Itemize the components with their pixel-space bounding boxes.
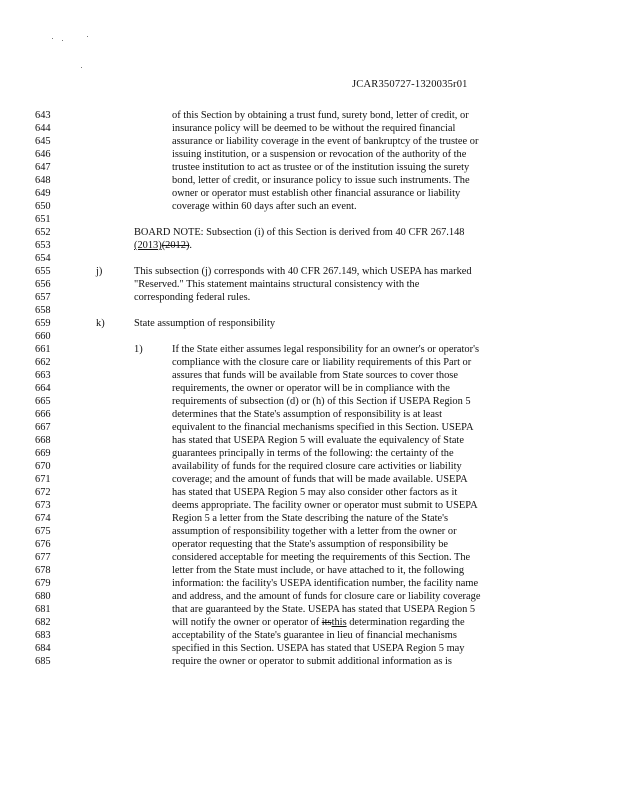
- line-number: 657: [35, 292, 51, 303]
- line-text: Region 5 a letter from the State describing the nature of the State's: [172, 513, 448, 524]
- line-number: 663: [35, 370, 51, 381]
- line-text: compliance with the closure care or liability requirements of this Part or: [172, 357, 472, 368]
- text-line: [0, 343, 618, 356]
- line-number: 650: [35, 201, 51, 212]
- line-number: 660: [35, 331, 51, 342]
- line-number: 680: [35, 591, 51, 602]
- line-text: equivalent to the financial mechanisms specified in this Section. USEPA: [172, 422, 474, 433]
- line-number: 661: [35, 344, 51, 355]
- line-number: 670: [35, 461, 51, 472]
- subsection-label: j): [96, 266, 103, 277]
- scan-mark: [87, 36, 88, 37]
- inserted-text: (2013): [134, 240, 162, 251]
- line-text: that are guaranteed by the State. USEPA has stated that USEPA Region 5: [172, 604, 476, 615]
- deleted-text: (2012): [161, 240, 190, 251]
- line-text: This subsection (j) corresponds with 40 CFR 267.149, which USEPA has marked: [134, 266, 472, 277]
- line-number: 668: [35, 435, 51, 446]
- line-text: issuing institution, or a suspension or revocation of the authority of the: [172, 149, 467, 160]
- text-line: [0, 551, 618, 564]
- line-text: requirements, the owner or operator will be in compliance with the: [172, 383, 450, 394]
- text-line: [0, 252, 618, 265]
- line-text: assures that funds will be available from State sources to cover those: [172, 370, 458, 381]
- line-text: coverage within 60 days after such an event.: [172, 201, 357, 212]
- line-number: 679: [35, 578, 51, 589]
- line-text: coverage; and the amount of funds that will be made available. USEPA: [172, 474, 468, 485]
- line-number: 643: [35, 110, 51, 121]
- text-line: [0, 629, 618, 642]
- text-line: [0, 122, 618, 135]
- line-number: 685: [35, 656, 51, 667]
- line-number: 672: [35, 487, 51, 498]
- line-number: 653: [35, 240, 51, 251]
- line-text: bond, letter of credit, or insurance policy to issue such instruments. The: [172, 175, 470, 186]
- line-number: 655: [35, 266, 51, 277]
- text-line: [0, 486, 618, 499]
- text-line: [0, 356, 618, 369]
- line-number: 652: [35, 227, 51, 238]
- text-line: [0, 369, 618, 382]
- text-line: [0, 200, 618, 213]
- text-line: [0, 408, 618, 421]
- line-text: availability of funds for the required closure care activities or liability: [172, 461, 462, 472]
- line-text: of this Section by obtaining a trust fund, surety bond, letter of credit, or: [172, 110, 469, 121]
- line-text: assurance or liability coverage in the event of bankruptcy of the trustee or: [172, 136, 479, 147]
- line-text: insurance policy will be deemed to be without the required financial: [172, 123, 456, 134]
- text-line: [0, 564, 618, 577]
- line-text: determines that the State's assumption of responsibility is at least: [172, 409, 442, 420]
- line-text: and address, and the amount of funds for closure care or liability coverage: [172, 591, 481, 602]
- line-text: specified in this Section. USEPA has stated that USEPA Region 5 may: [172, 643, 465, 654]
- text-line: [0, 148, 618, 161]
- line-number: 678: [35, 565, 51, 576]
- text-line: [0, 642, 618, 655]
- line-number: 662: [35, 357, 51, 368]
- line-number: 649: [35, 188, 51, 199]
- text-line: [0, 512, 618, 525]
- text-line: [0, 395, 618, 408]
- line-text: owner or operator must establish other financial assurance or liability: [172, 188, 461, 199]
- line-text: BOARD NOTE: Subsection (i) of this Section is derived from 40 CFR 267.148: [134, 227, 465, 238]
- text-line: [0, 655, 618, 668]
- line-number: 669: [35, 448, 51, 459]
- line-text: has stated that USEPA Region 5 will evaluate the equivalency of State: [172, 435, 464, 446]
- text-line: [0, 317, 618, 330]
- line-text-part: will notify the owner or operator of: [172, 617, 322, 628]
- text-line: [0, 577, 618, 590]
- line-number: 671: [35, 474, 51, 485]
- line-number: 656: [35, 279, 51, 290]
- line-number: 654: [35, 253, 51, 264]
- scan-mark: [62, 40, 63, 41]
- text-line: [0, 135, 618, 148]
- text-line: [0, 616, 618, 629]
- line-text: operator requesting that the State's assumption of responsibility be: [172, 539, 449, 550]
- line-number: 676: [35, 539, 51, 550]
- line-number: 659: [35, 318, 51, 329]
- line-number: 646: [35, 149, 51, 160]
- line-text: If the State either assumes legal responsibility for an owner's or operator's: [172, 344, 480, 355]
- line-text: requirements of subsection (d) or (h) of this Section if USEPA Region 5: [172, 396, 471, 407]
- text-line: [0, 447, 618, 460]
- text-line: [0, 382, 618, 395]
- line-number: 677: [35, 552, 51, 563]
- line-number: 665: [35, 396, 51, 407]
- line-text: considered acceptable for meeting the requirements of this Section. The: [172, 552, 471, 563]
- line-text: letter from the State must include, or have attached to it, the following: [172, 565, 465, 576]
- line-text: State assumption of responsibility: [134, 318, 276, 329]
- text-line: [0, 161, 618, 174]
- text-line: [0, 278, 618, 291]
- line-text: has stated that USEPA Region 5 may also consider other factors as it: [172, 487, 458, 498]
- line-number: 681: [35, 604, 51, 615]
- subsection-label: k): [96, 318, 105, 329]
- text-line: [0, 590, 618, 603]
- text-line: [0, 187, 618, 200]
- text-line: [0, 213, 618, 226]
- scan-mark: [52, 38, 53, 39]
- line-number: 675: [35, 526, 51, 537]
- line-number: 644: [35, 123, 51, 134]
- line-number: 684: [35, 643, 51, 654]
- text-line: [0, 603, 618, 616]
- line-number: 645: [35, 136, 51, 147]
- line-text: information: the facility's USEPA identification number, the facility name: [172, 578, 479, 589]
- document-id: JCAR350727-1320035r01: [352, 79, 468, 90]
- text-line: [0, 499, 618, 512]
- line-number: 658: [35, 305, 51, 316]
- text-line: [0, 291, 618, 304]
- text-line: [0, 473, 618, 486]
- line-number: 683: [35, 630, 51, 641]
- line-text: trustee institution to act as trustee or of the institution issuing the surety: [172, 162, 470, 173]
- text-line: [0, 265, 618, 278]
- line-text: "Reserved." This statement maintains structural consistency with the: [134, 279, 420, 290]
- line-text: guarantees principally in terms of the following: the certainty of the: [172, 448, 454, 459]
- text-line: [0, 460, 618, 473]
- text-line: [0, 525, 618, 538]
- text-line: [0, 421, 618, 434]
- deleted-text: its: [321, 617, 332, 628]
- line-number: 664: [35, 383, 51, 394]
- line-number: 682: [35, 617, 51, 628]
- line-number: 647: [35, 162, 51, 173]
- text-line: [0, 174, 618, 187]
- line-number: 667: [35, 422, 51, 433]
- text-line: [0, 538, 618, 551]
- line-text-part: .: [189, 240, 193, 251]
- line-text: acceptability of the State's guarantee in lieu of financial mechanisms: [172, 630, 457, 641]
- line-number: 674: [35, 513, 51, 524]
- line-text: [134, 239, 192, 252]
- line-number: 666: [35, 409, 51, 420]
- text-line: [0, 304, 618, 317]
- text-line: [0, 434, 618, 447]
- line-number: 651: [35, 214, 51, 225]
- line-text: [172, 616, 465, 629]
- line-number: 673: [35, 500, 51, 511]
- text-line: [0, 109, 618, 122]
- text-line: [0, 239, 618, 252]
- line-text: require the owner or operator to submit additional information as is: [172, 656, 452, 667]
- line-text: deems appropriate. The facility owner or operator must submit to USEPA: [172, 500, 478, 511]
- scan-mark: [81, 67, 82, 68]
- text-line: [0, 330, 618, 343]
- text-line: [0, 226, 618, 239]
- line-text: corresponding federal rules.: [134, 292, 251, 303]
- line-number: 648: [35, 175, 51, 186]
- line-text: assumption of responsibility together with a letter from the owner or: [172, 526, 457, 537]
- inserted-text: this: [331, 617, 347, 628]
- subsection-label: 1): [134, 344, 143, 355]
- line-text-part: determination regarding the: [346, 617, 465, 628]
